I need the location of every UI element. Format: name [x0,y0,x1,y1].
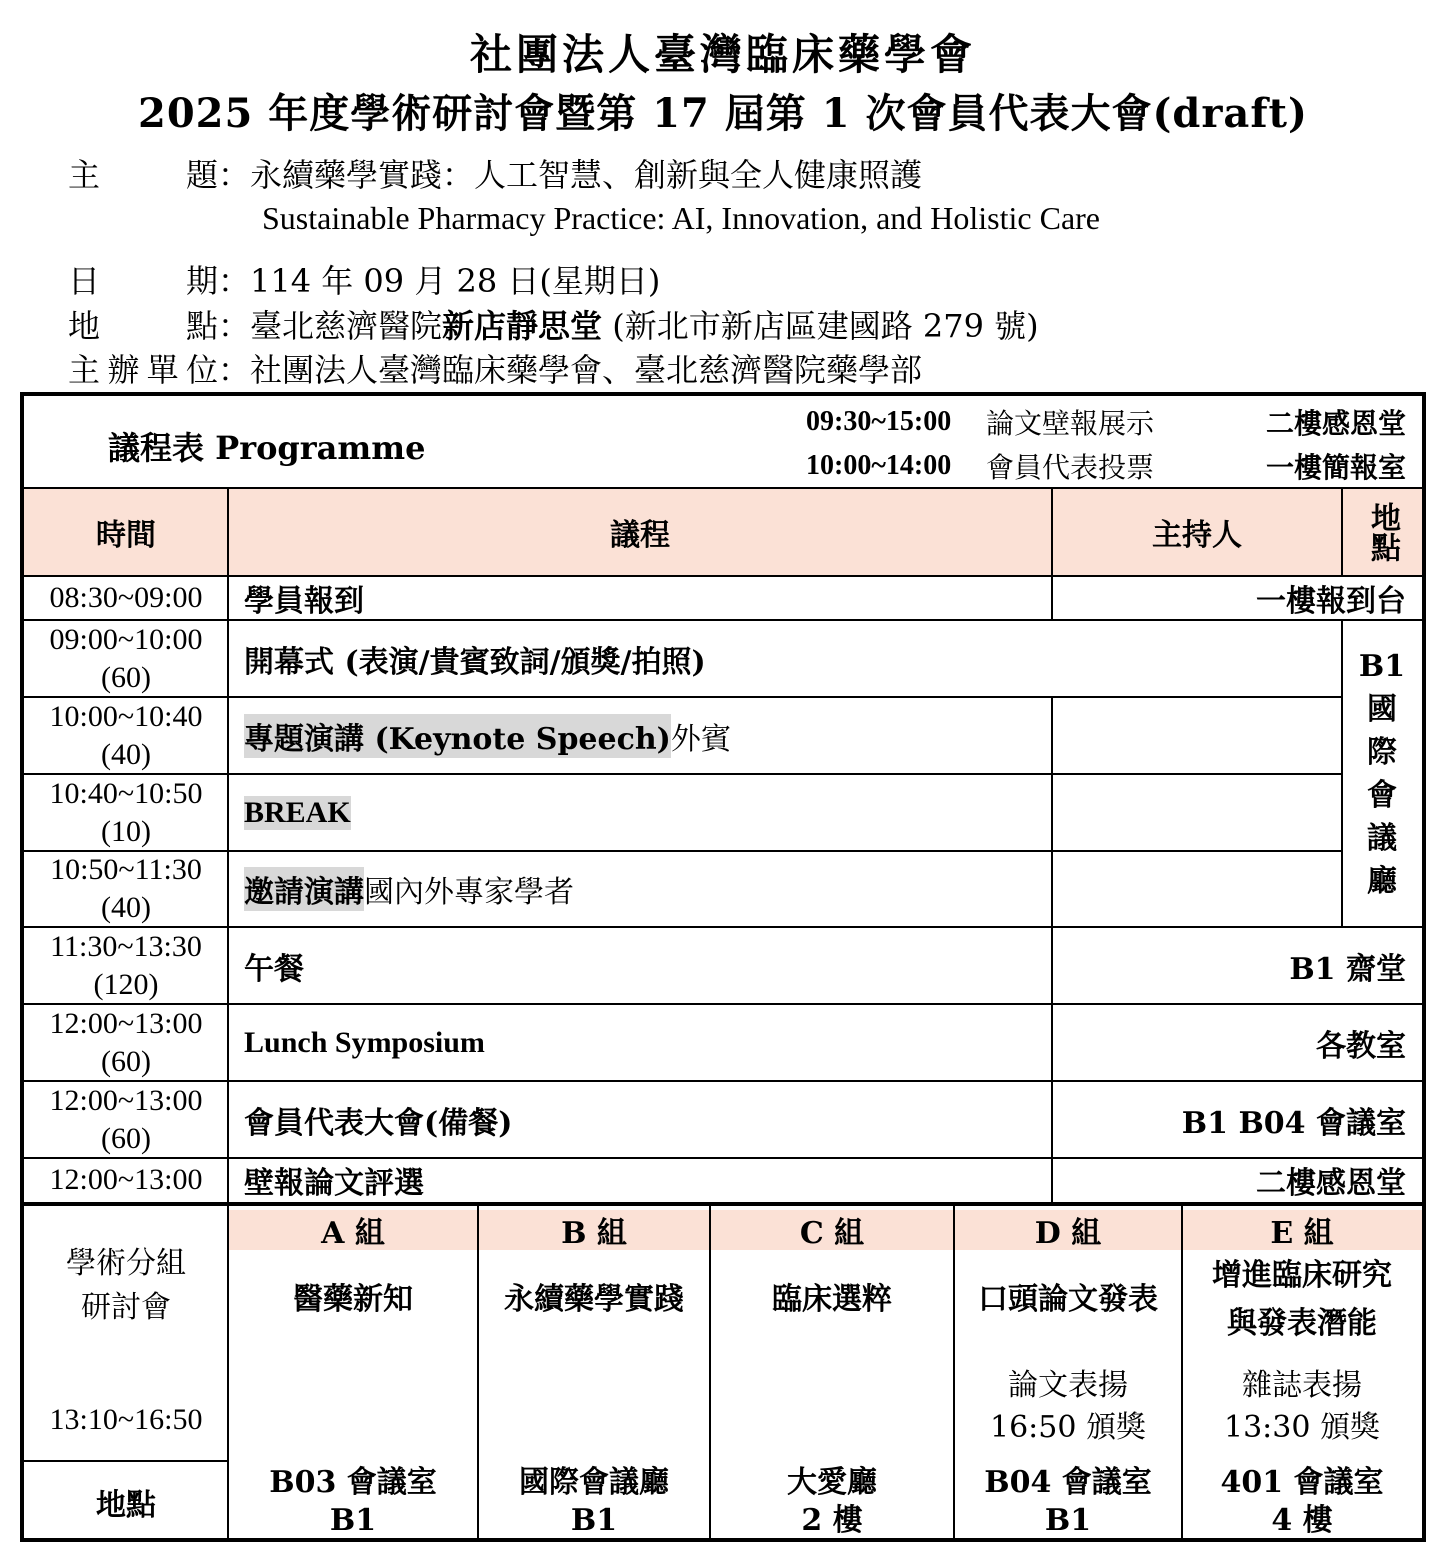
row-venue: 各教室 [1316,1028,1406,1064]
row-title: 壁報論文評選 [244,1166,424,1201]
grid-line [24,850,1342,852]
row-time [24,576,228,620]
group-note-line1: 雜誌表揚 [1242,1368,1362,1403]
group-room-name: B03 會議室 [269,1465,437,1500]
row-title: 專題演講 (Keynote Speech) [244,714,671,758]
group-topic: 臨床選粹 [772,1282,892,1317]
row-venue: B1 齋堂 [1289,951,1406,987]
row-note: 國內外專家學者 [364,875,574,910]
merged-venue-char: 國 [1367,691,1397,727]
programme-table [20,392,1426,1542]
row-title: 學員報到 [244,584,364,619]
group-room-name: 國際會議廳 [519,1465,669,1500]
side-event-desc: 論文壁報展示 [986,407,1155,440]
row-time-range: 12:00~13:00 [49,1006,203,1040]
grid-line [24,696,1342,698]
row-duration: (60) [101,1121,151,1155]
group-room-floor: 4 樓 [1271,1503,1333,1538]
group-topic: 醫藥新知 [293,1282,413,1317]
row-agenda [228,927,1052,1004]
group-note [1182,1362,1422,1452]
group-room-floor: B1 [329,1503,377,1538]
grid-line [24,773,1342,775]
row-time-range: 12:00~13:00 [49,1083,203,1117]
colon: ： [218,351,251,389]
row-title: Lunch Symposium [244,1025,485,1059]
merged-venue-char: 際 [1367,734,1397,770]
row-time-range: 11:30~13:30 [50,929,202,963]
grid-line [24,619,1422,621]
row-agenda [228,774,1052,851]
group-note-line1: 論文表揚 [1008,1368,1128,1403]
grid-line [953,1206,955,1538]
row-agenda [228,576,1052,620]
grid-line [1341,488,1343,576]
grid-line [24,1157,1422,1159]
group-room-name: 401 會議室 [1220,1465,1384,1500]
side-event-time: 09:30~15:00 [806,406,952,437]
group-name: A 組 [321,1216,385,1250]
organizer-label: 主辦單位 [68,351,218,389]
breakout-label [24,1226,228,1346]
row-agenda [228,1004,1052,1081]
row-duration: (60) [101,660,151,694]
row-title: 邀請演講 [244,867,364,911]
group-topic: 增進臨床研究 與發表潛能 [1212,1258,1392,1341]
group-name: E 組 [1270,1216,1334,1250]
row-title: BREAK [244,795,351,829]
group-room [954,1464,1182,1540]
place-label: 地點 [68,307,218,345]
grid-line [227,488,229,1202]
group-room [1182,1464,1422,1540]
row-agenda [228,851,1052,927]
row-time [24,1158,228,1202]
row-duration: (60) [101,1044,151,1078]
row-time-range: 12:00~13:00 [49,1163,203,1196]
group-name: B 組 [561,1216,627,1250]
merged-venue-char: B1 [1358,648,1406,684]
merged-venue-char: 議 [1367,820,1397,856]
row-agenda [228,1158,1052,1202]
group-note [954,1362,1182,1452]
side-event-venue: 一樓簡報室 [1265,451,1406,484]
group-room-name: B04 會議室 [984,1465,1152,1500]
breakout-time: 13:10~16:50 [49,1403,203,1436]
grid-line [24,575,1422,577]
grid-line [1341,620,1343,927]
place-value: 臺北慈濟醫院 [250,307,443,345]
row-duration: (120) [93,967,159,1001]
breakout-label-line1: 學術分組 [66,1246,186,1281]
row-venue: B1 B04 會議室 [1181,1105,1406,1141]
theme-line [68,150,922,196]
grid-line [1051,488,1053,620]
merged-venue-char: 會 [1367,777,1397,813]
side-event-venue: 二樓感恩堂 [1265,407,1406,440]
row-title: 午餐 [244,951,304,987]
group-room [228,1464,478,1540]
grid-line [24,1460,228,1462]
side-event-desc: 會員代表投票 [986,451,1155,484]
date-value: 114 年 09 月 28 日(星期日) [250,262,661,300]
col-time: 時間 [96,518,156,553]
organizer-line [68,345,922,391]
theme-label: 主題 [68,156,218,194]
row-agenda [228,620,1342,697]
theme-zh: 永續藥學實踐：人工智慧、創新與全人健康照護 [250,156,923,194]
row-time-range: 10:50~11:30 [50,853,202,886]
row-time [24,927,228,1004]
row-agenda [228,697,1052,774]
place-line [68,301,1039,347]
merged-venue-b1-hall [1342,620,1422,927]
row-agenda [228,1081,1052,1158]
row-time-range: 10:40~10:50 [49,776,203,810]
group-note-line2: 16:50 頒獎 [990,1410,1146,1445]
document-subtitle: 2025 年度學術研討會暨第 17 屆第 1 次會員代表大會(draft) [138,90,1308,137]
grid-line [709,1206,711,1538]
row-venue: 二樓感恩堂 [1256,1166,1406,1201]
side-event-time: 10:00~14:00 [806,450,952,481]
row-time-range: 09:00~10:00 [49,622,203,656]
group-topic: 口頭論文發表 [978,1282,1158,1317]
date-line [68,256,660,302]
grid-line [24,487,1422,489]
row-time [24,1081,228,1158]
grid-line [24,1202,1422,1206]
place-address: (新北市新店區建國路 279 號) [602,307,1039,345]
colon: ： [218,307,251,345]
row-time [24,1004,228,1081]
theme-en: Sustainable Pharmacy Practice: AI, Innovation, and Holistic Care [262,200,1100,236]
row-duration: (40) [101,737,151,771]
group-name: D 組 [1034,1216,1102,1250]
breakout-label-line2: 研討會 [81,1290,171,1325]
group-room-name: 大愛廳 [787,1465,877,1500]
document-title: 社團法人臺灣臨床藥學會 [469,30,976,79]
colon: ： [218,262,251,300]
group-room [710,1464,954,1540]
group-room-floor: 2 樓 [801,1503,863,1538]
programme-heading: 議程表 Programme [108,429,426,467]
group-room [478,1464,710,1540]
row-title: 會員代表大會(備餐) [244,1105,513,1141]
row-time-range: 10:00~10:40 [49,699,203,733]
row-duration: (40) [101,891,151,924]
group-topic: 永續藥學實踐 [504,1282,684,1317]
grid-line [477,1206,479,1538]
group-room-floor: B1 [1044,1503,1092,1538]
row-time [24,697,228,774]
place-venue: 新店靜思堂 [442,307,603,345]
col-place: 地點 [1365,502,1400,562]
col-agenda: 議程 [610,518,670,553]
row-duration: (10) [101,814,151,848]
row-time [24,774,228,851]
grid-line [24,1080,1422,1082]
group-room-floor: B1 [570,1503,618,1538]
date-label: 日期 [68,262,218,300]
row-time-range: 08:30~09:00 [49,581,203,614]
row-time [24,620,228,697]
row-venue: 一樓報到台 [1256,584,1406,619]
col-host: 主持人 [1152,518,1242,553]
breakout-place-label: 地點 [96,1488,156,1523]
organizer-value: 社團法人臺灣臨床藥學會、臺北慈濟醫院藥學部 [250,351,923,389]
row-time [24,851,228,927]
grid-line [1181,1206,1183,1538]
row-note: 外賓 [670,721,731,757]
group-name: C 組 [799,1216,865,1250]
row-title: 開幕式 (表演/貴賓致詞/頒獎/拍照) [244,644,706,680]
group-note-line2: 13:30 頒獎 [1224,1410,1380,1445]
colon: ： [218,156,251,194]
grid-line [24,926,1422,928]
grid-line [227,1206,229,1538]
grid-line [24,1003,1422,1005]
merged-venue-char: 廳 [1367,863,1397,899]
grid-line [1051,697,1053,1202]
